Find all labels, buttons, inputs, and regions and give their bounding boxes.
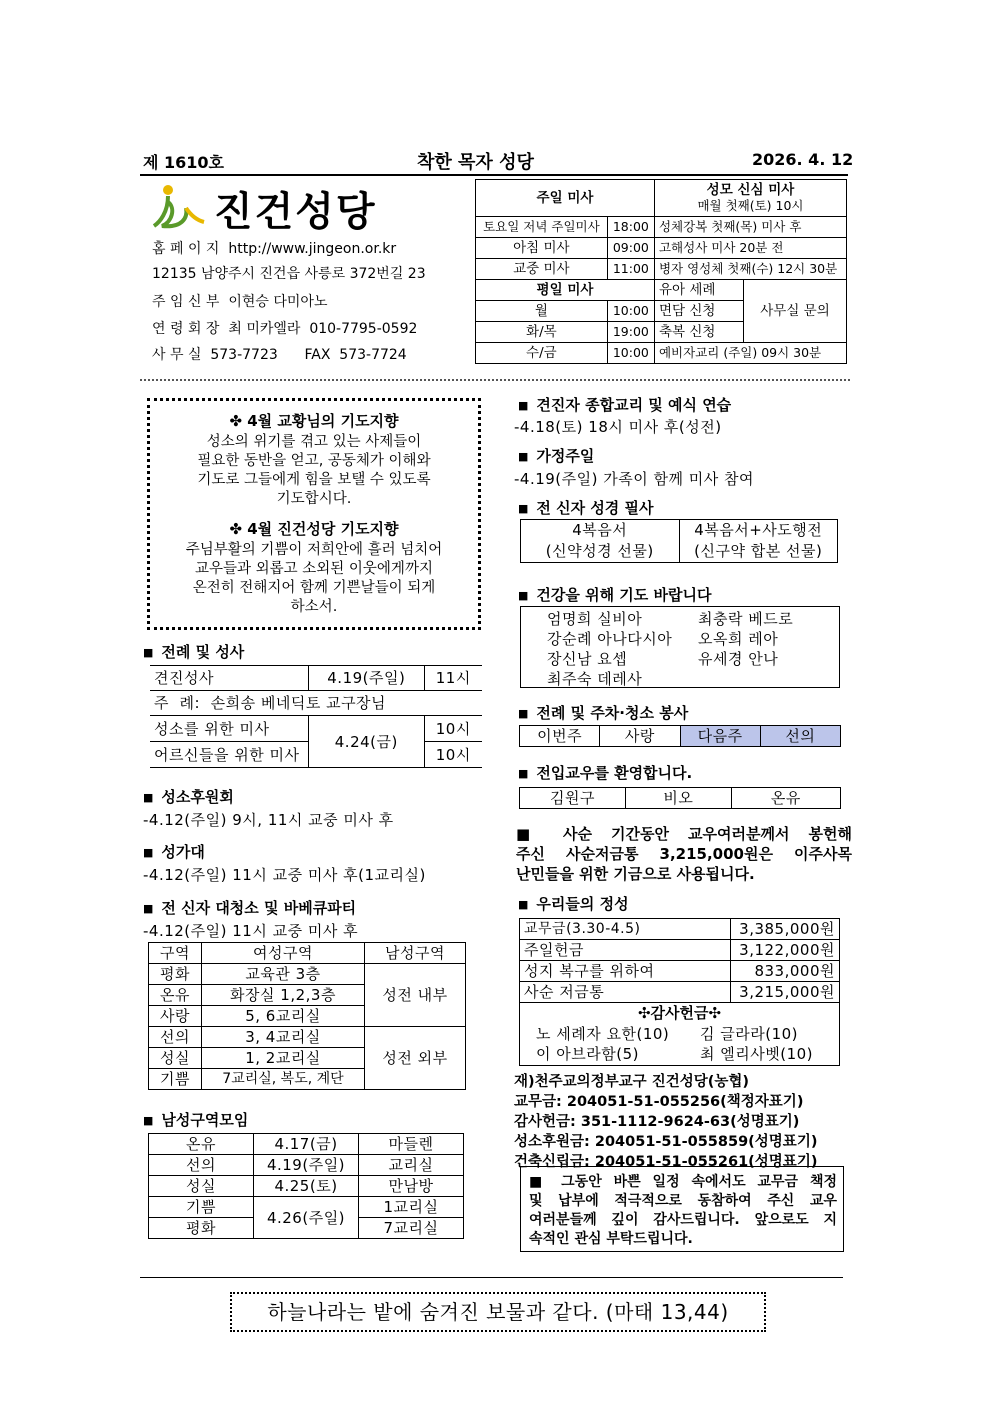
bank-title: 재)천주교의정부교구 진건성당(농협) xyxy=(514,1074,750,1090)
weekday-note: 면담 신청 xyxy=(654,301,743,322)
issue-number: 제 1610호 xyxy=(143,153,225,172)
parish-prayer-text: 주님부활의 기쁨이 저희안에 흘러 넘치어 교우들과 외롭고 소외된 이웃에게까지 온전히 전해지어 함께 기쁜날들이 되게 하소서. xyxy=(185,542,443,615)
thanks-name: 김 글라라(10) xyxy=(700,1025,799,1043)
liturgy-presider: 주 례: 손희송 베네딕토 교구장님 xyxy=(150,691,482,716)
offering-label: 성지 복구를 위하여 xyxy=(520,961,731,982)
table-header: 남성구역 xyxy=(365,943,466,964)
address-line: 12135 남양주시 진건읍 사릉로 372번길 23 xyxy=(152,266,426,282)
table-cell: 평화 xyxy=(149,1218,254,1239)
mass-time: 09:00 xyxy=(607,238,654,259)
weekday-note: 예비자교리 (주일) 09시 30분 xyxy=(654,343,846,364)
liturgy-title: ■ 전례 및 성사 xyxy=(143,641,244,662)
logo-text: 진건성당 xyxy=(214,189,377,235)
welcome-table xyxy=(519,787,841,809)
table-cell: 교리실 xyxy=(359,1155,464,1176)
bank-info xyxy=(514,1072,817,1172)
offering-amount: 3,122,000원 xyxy=(731,940,840,961)
weekday-time: 10:00 xyxy=(607,301,654,322)
offering-table xyxy=(519,918,840,1066)
confirmation-title: ■ 견진자 종합교리 및 예식 연습 xyxy=(518,394,731,415)
parish-prayer-title: ✤ 4월 진건성당 기도지향 xyxy=(229,520,399,538)
service-cell: 다음주 xyxy=(680,726,760,747)
mass-note: 성체강복 첫째(목) 미사 후 xyxy=(654,217,846,238)
table-cell: 기쁨 xyxy=(149,1197,254,1218)
pope-prayer-text: 성소의 위기를 겪고 있는 사제들이 필요한 동반을 얻고, 공동체가 이해와 기도로 그들에게 힘을 보탤 수 있도록 기도합시다. xyxy=(197,434,431,507)
weekday-note: 축복 신청 xyxy=(654,322,743,343)
bible-table xyxy=(520,519,838,563)
table-cell: 성실 xyxy=(149,1048,202,1069)
thanks-offering xyxy=(520,1003,840,1066)
bank-account: 감사헌금: 351-1112-9624-63(성명표기) xyxy=(514,1114,800,1130)
welcome-cell: 김원구 xyxy=(520,788,626,809)
table-cell: 교육관 3층 xyxy=(202,964,365,985)
liturgy-table xyxy=(150,665,482,768)
table-header: 구역 xyxy=(149,943,202,964)
mass-name: 아침 미사 xyxy=(476,238,608,259)
weekday-time: 19:00 xyxy=(607,322,654,343)
cleaning-title: ■ 전 신자 대청소 및 바베큐파티 xyxy=(143,897,356,918)
table-cell: 성실 xyxy=(149,1176,254,1197)
table-cell: 4.17(금) xyxy=(254,1134,359,1155)
cleaning-text: -4.12(주일) 11시 교중 미사 후 xyxy=(143,922,359,940)
offering-title: ■ 우리들의 정성 xyxy=(518,893,629,914)
homepage-line: 홈 페 이 지 http://www.jingeon.or.kr xyxy=(152,241,397,257)
health-name: 장신남 요셉 xyxy=(547,650,628,668)
table-cell: 온유 xyxy=(149,985,202,1006)
thanks-title: ✣감사헌금✣ xyxy=(637,1004,722,1022)
bank-account: 성소후원금: 204051-51-055859(성명표기) xyxy=(514,1134,818,1150)
issue-date: 2026. 4. 12 xyxy=(752,150,854,169)
liturgy-date: 4.19(주일) xyxy=(309,666,425,691)
weekday-time: 10:00 xyxy=(607,343,654,364)
offering-amount: 833,000원 xyxy=(731,961,840,982)
logo xyxy=(152,180,412,235)
choir-title: ■ 성가대 xyxy=(143,841,205,862)
table-cell: 4.19(주일) xyxy=(254,1155,359,1176)
lent-notice: ■ 사순 기간동안 교우여러분께서 봉헌해 주신 사순저금통 3,215,000원은 이주사목 난민들을 위한 기금으로 사용됩니다. xyxy=(516,825,852,883)
thanks-notice-box: ■ 그동안 바쁜 일정 속에서도 교무금 책정 및 납부에 적극적으로 동참하여 주신 교우 여러분들께 깊이 감사드립니다. 앞으로도 지 속적인 관심 부탁드립니다. xyxy=(520,1166,844,1252)
liturgy-date: 4.24(금) xyxy=(309,716,425,768)
table-cell: 만남방 xyxy=(359,1176,464,1197)
table-cell: 평화 xyxy=(149,964,202,985)
footer-rule xyxy=(140,1277,843,1278)
mass-name: 토요일 저녁 주일미사 xyxy=(476,217,608,238)
table-cell: 마들렌 xyxy=(359,1134,464,1155)
bible-cell: 4복음서+사도행전 (신구약 합본 선물) xyxy=(679,520,838,563)
sunday-mass-header: 주일 미사 xyxy=(476,180,655,217)
service-cell: 사랑 xyxy=(600,726,680,747)
health-prayer-box xyxy=(520,606,840,688)
table-cell: 성전 내부 xyxy=(365,964,466,1027)
mass-name: 교중 미사 xyxy=(476,259,608,280)
health-name: 유세경 안나 xyxy=(698,650,779,668)
marian-mass-header: 성모 신심 미사 매월 첫째(토) 10시 xyxy=(654,180,846,217)
header-rule xyxy=(140,174,848,176)
mass-time: 18:00 xyxy=(607,217,654,238)
thanks-name: 이 아브라함(5) xyxy=(536,1045,639,1063)
church-name: 착한 목자 성당 xyxy=(417,152,534,173)
logo-mark-icon xyxy=(152,182,206,230)
service-title: ■ 전례 및 주차·청소 봉사 xyxy=(518,702,688,723)
mass-time: 11:00 xyxy=(607,259,654,280)
table-header: 여성구역 xyxy=(202,943,365,964)
table-cell: 기쁨 xyxy=(149,1069,202,1090)
service-table xyxy=(519,725,841,747)
sungso-text: -4.12(주일) 9시, 11시 교중 미사 후 xyxy=(143,811,394,829)
office-line: 사 무 실 573-7723 FAX 573-7724 xyxy=(152,347,407,363)
offering-label: 주일헌금 xyxy=(520,940,731,961)
table-cell: 4.26(주일) xyxy=(254,1197,359,1239)
family-sunday-text: -4.19(주일) 가족이 함께 미사 참여 xyxy=(514,470,754,488)
table-cell: 7교리실, 복도, 계단 xyxy=(202,1069,365,1090)
bank-account: 건축신립금: 204051-51-055261(성명표기) xyxy=(514,1154,818,1170)
confirmation-text: -4.18(토) 18시 미사 후(성전) xyxy=(514,418,722,436)
offering-label: 교무금(3.30-4.5) xyxy=(520,919,731,940)
health-prayer-title: ■ 건강을 위해 기도 바랍니다 xyxy=(518,584,711,605)
mass-note: 병자 영성체 첫째(수) 12시 30분 xyxy=(654,259,846,280)
welcome-cell: 온유 xyxy=(731,788,840,809)
office-inquiry: 사무실 문의 xyxy=(743,280,846,343)
weekday-name: 수/금 xyxy=(476,343,608,364)
table-cell: 7교리실 xyxy=(359,1218,464,1239)
table-cell: 선의 xyxy=(149,1027,202,1048)
table-cell: 온유 xyxy=(149,1134,254,1155)
liturgy-time: 10시 xyxy=(424,742,482,768)
table-cell: 5, 6교리실 xyxy=(202,1006,365,1027)
pope-prayer-title: ✤ 4월 교황님의 기도지향 xyxy=(229,412,399,430)
welcome-title: ■ 전입교우를 환영합니다. xyxy=(518,762,692,783)
mass-note: 고해성사 미사 20분 전 xyxy=(654,238,846,259)
mass-schedule-table xyxy=(475,179,847,364)
mens-meeting-title: ■ 남성구역모임 xyxy=(143,1109,248,1130)
liturgy-item: 어르신들을 위한 미사 xyxy=(150,742,309,768)
footer-verse-box xyxy=(230,1292,766,1332)
weekday-mass-header: 평일 미사 xyxy=(476,280,655,301)
table-cell: 선의 xyxy=(149,1155,254,1176)
liturgy-time: 11시 xyxy=(424,666,482,691)
mens-meeting-table xyxy=(148,1133,464,1239)
weekday-name: 화/목 xyxy=(476,322,608,343)
baptism-label: 유아 세례 xyxy=(654,280,743,301)
table-cell: 3, 4교리실 xyxy=(202,1027,365,1048)
health-name: 오옥희 레아 xyxy=(698,630,779,648)
footer-verse: 하늘나라는 밭에 숨겨진 보물과 같다. (마태 13,44) xyxy=(267,1300,729,1324)
offering-amount: 3,385,000원 xyxy=(731,919,840,940)
sungso-title: ■ 성소후원회 xyxy=(143,786,234,807)
welcome-cell: 비오 xyxy=(625,788,731,809)
table-cell: 1교리실 xyxy=(359,1197,464,1218)
family-sunday-title: ■ 가정주일 xyxy=(518,445,594,466)
table-cell: 1, 2교리실 xyxy=(202,1048,365,1069)
thanks-name: 최 엘리사벳(10) xyxy=(700,1045,814,1063)
service-cell: 선의 xyxy=(760,726,840,747)
cleaning-table xyxy=(148,942,466,1090)
thanks-names xyxy=(520,1023,839,1065)
offering-label: 사순 저금통 xyxy=(520,982,731,1003)
bible-title: ■ 전 신자 성경 필사 xyxy=(518,497,654,518)
choir-text: -4.12(주일) 11시 교중 미사 후(1교리실) xyxy=(143,866,426,884)
president-line: 연 령 회 장 최 미카엘라 010-7795-0592 xyxy=(152,321,418,337)
bible-cell: 4복음서 (신약성경 선물) xyxy=(521,520,680,563)
prayer-intentions-box xyxy=(147,398,481,630)
bank-account: 교무금: 204051-51-055256(책정자표기) xyxy=(514,1094,804,1110)
section-divider xyxy=(140,379,850,381)
health-name: 엄명희 실비아 xyxy=(547,610,643,628)
table-cell: 4.25(토) xyxy=(254,1176,359,1197)
health-name: 강순례 아나다시아 xyxy=(547,630,673,648)
offering-amount: 3,215,000원 xyxy=(731,982,840,1003)
table-cell: 화장실 1,2,3층 xyxy=(202,985,365,1006)
table-cell: 사랑 xyxy=(149,1006,202,1027)
health-name: 최주숙 데레사 xyxy=(547,670,643,688)
health-name: 최충락 베드로 xyxy=(698,610,794,628)
weekday-name: 월 xyxy=(476,301,608,322)
liturgy-item: 견진성사 xyxy=(150,666,309,691)
service-cell: 이번주 xyxy=(520,726,600,747)
thanks-name: 노 세례자 요한(10) xyxy=(536,1025,670,1043)
liturgy-time: 10시 xyxy=(424,716,482,742)
liturgy-item: 성소를 위한 미사 xyxy=(150,716,309,742)
pastor-line: 주 임 신 부 이현승 다미아노 xyxy=(152,294,328,310)
table-cell: 성전 외부 xyxy=(365,1027,466,1090)
